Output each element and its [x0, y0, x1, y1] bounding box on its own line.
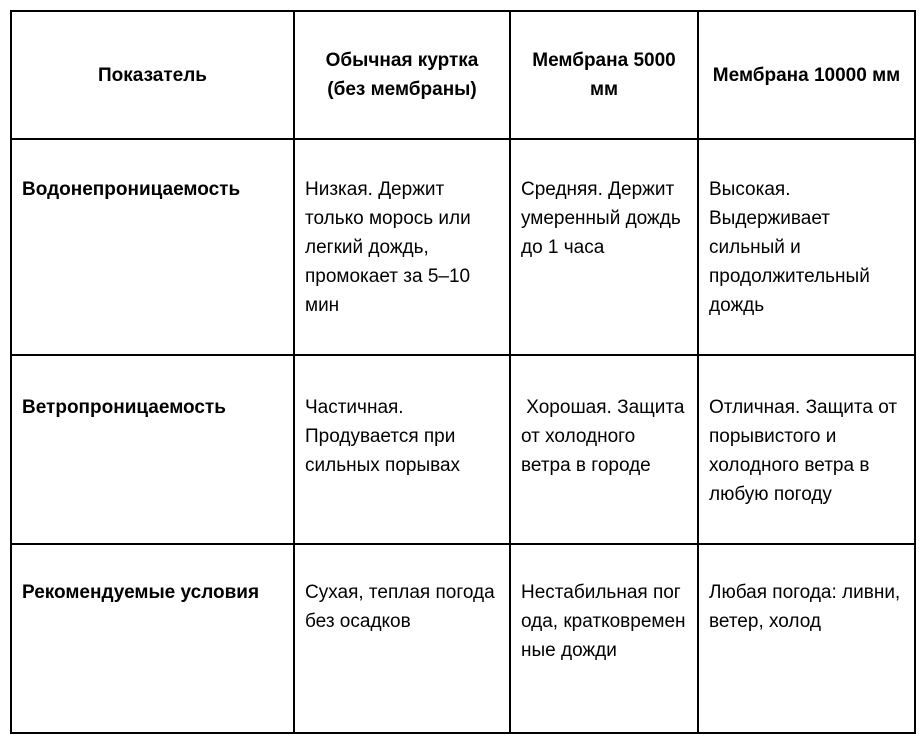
cell-waterproofness-regular: Низкая. Держит только морось или легкий дождь, промокает за 5–10 мин: [294, 139, 510, 355]
row-label-wind-permeability: Ветропроницаемость: [11, 355, 294, 544]
cell-wind-regular: Частичная. Продувается при сильных порывах: [294, 355, 510, 544]
cell-waterproofness-5000: Средняя. Держит умеренный дождь до 1 часа: [510, 139, 698, 355]
table-header-row: [11, 11, 915, 139]
table-row-wind-permeability: [11, 355, 915, 544]
comparison-table: [10, 10, 916, 734]
row-label-waterproofness: Водонепроницаемость: [11, 139, 294, 355]
header-cell-regular-jacket: Обычная куртка (без мембраны): [294, 11, 510, 139]
cell-wind-10000: Отличная. Защита от порывистого и холодного ветра в любую погоду: [698, 355, 915, 544]
cell-wind-5000: Хорошая. Защита от холодного ветра в городе: [510, 355, 698, 544]
header-cell-indicator: Показатель: [11, 11, 294, 139]
cell-conditions-regular: Сухая, теплая погода без осадков: [294, 544, 510, 733]
table-row-waterproofness: [11, 139, 915, 355]
cell-conditions-5000: Нестабильная погода, кратковременные дожди: [510, 544, 698, 733]
cell-conditions-10000: Любая погода: ливни, ветер, холод: [698, 544, 915, 733]
header-cell-membrane-10000: Мембрана 10000 мм: [698, 11, 915, 139]
cell-waterproofness-10000: Высокая. Выдерживает сильный и продолжительный дождь: [698, 139, 915, 355]
row-label-recommended-conditions: Рекомендуемые условия: [11, 544, 294, 733]
table-row-recommended-conditions: [11, 544, 915, 733]
header-cell-membrane-5000: Мембрана 5000 мм: [510, 11, 698, 139]
